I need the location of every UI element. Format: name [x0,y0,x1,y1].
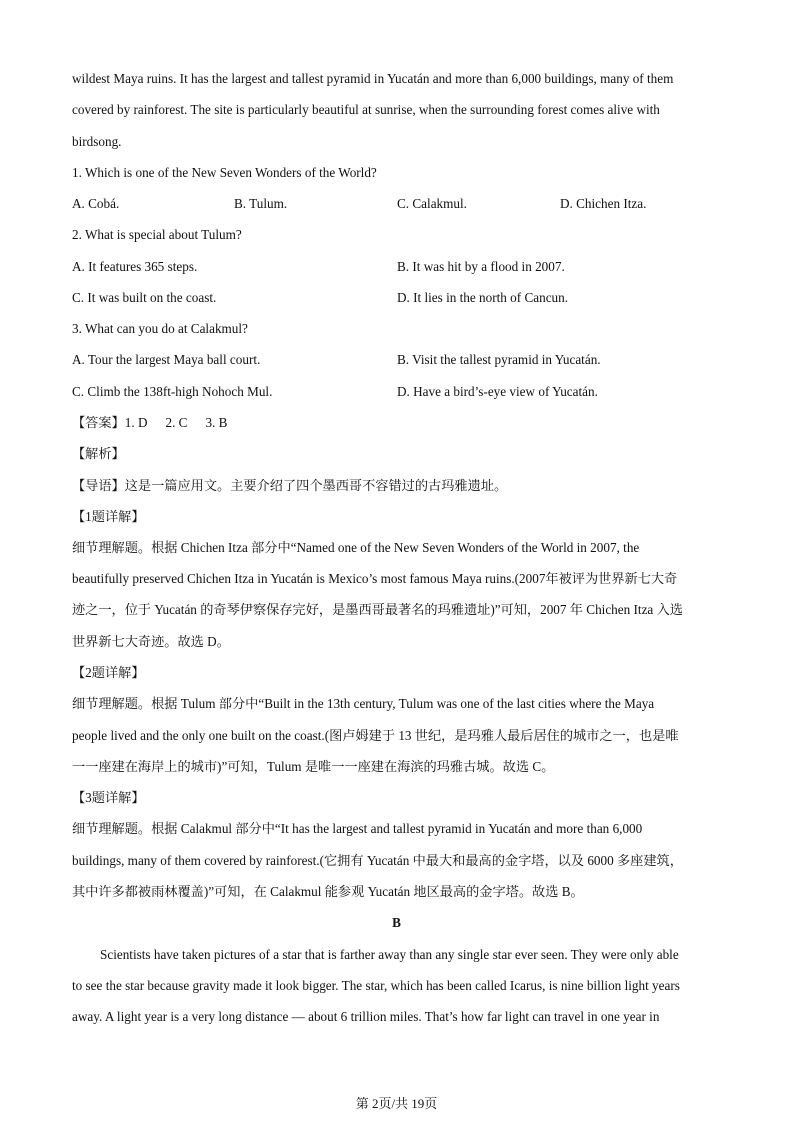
detail-line: beautifully preserved Chichen Itza in Yucatán is Mexico’s most famous Maya ruins.(2007年被评为世界新七大奇 [72,571,678,586]
detail-line: 细节理解题。根据 Calakmul 部分中“It has the largest and tallest pyramid in Yucatán and more than 6,000 [72,821,643,836]
passage-line: covered by rainforest. The site is particularly beautiful at sunrise, when the surrounding forest comes alive with [72,102,660,117]
detail-line: 一一座建在海岸上的城市)”可知，Tulum 是唯一一座建在海滨的玛雅古城。故选 C。 [72,759,555,774]
option-b: B. It was hit by a flood in 2007. [397,259,565,274]
guide-text: 【导语】这是一篇应用文。主要介绍了四个墨西哥不容错过的古玛雅遗址。 [72,478,508,493]
detail-line: 细节理解题。根据 Tulum 部分中“Built in the 13th century, Tulum was one of the last cities where the Maya [72,696,655,711]
section-heading: B [392,915,401,930]
detail-heading: 【2题详解】 [72,665,145,680]
detail-line: 细节理解题。根据 Chichen Itza 部分中“Named one of the New Seven Wonders of the World in 2007, the [72,540,640,555]
option-d: D. Chichen Itza. [560,196,647,211]
option-d: D. Have a bird’s-eye view of Yucatán. [397,384,598,399]
option-b: B. Visit the tallest pyramid in Yucatán. [397,352,601,367]
passage-line: wildest Maya ruins. It has the largest and tallest pyramid in Yucatán and more than 6,000 buildings, many of them [72,71,674,86]
option-b: B. Tulum. [234,196,288,211]
option-c: C. It was built on the coast. [72,290,217,305]
analysis-label: 【解析】 [72,446,125,461]
option-a: A. It features 365 steps. [72,259,198,274]
option-a: A. Cobá. [72,196,120,211]
passage-line: to see the star because gravity made it look bigger. The star, which has been called Icarus, is nine billion light years [72,978,680,993]
detail-line: 世界新七大奇迹。故选 D。 [72,634,230,649]
option-c: C. Climb the 138ft-high Nohoch Mul. [72,384,273,399]
passage-line: birdsong. [72,134,122,149]
answer-item: 3. B [205,415,228,430]
detail-line: 迹之一，位于 Yucatán 的奇琴伊察保存完好，是墨西哥最著名的玛雅遗址)”可知，2007 年 Chichen Itza 入选 [72,602,683,617]
detail-heading: 【3题详解】 [72,790,145,805]
detail-heading: 【1题详解】 [72,509,145,524]
page-number: 第 2页/共 19页 [355,1096,438,1111]
passage-line: away. A light year is a very long distance — about 6 trillion miles. That’s how far light can travel in one year in [72,1009,660,1024]
detail-line: buildings, many of them covered by rainforest.(它拥有 Yucatán 中最大和最高的金字塔，以及 6000 多座建筑， [72,853,683,868]
question-stem: 3. What can you do at Calakmul? [72,321,248,336]
option-c: C. Calakmul. [397,196,467,211]
answer-item: 1. D [124,415,148,430]
passage-line: Scientists have taken pictures of a star that is farther away than any single star ever seen. They were only able [100,947,679,962]
detail-line: 其中许多都被雨林覆盖)”可知，在 Calakmul 能参观 Yucatán 地区最高的金字塔。故选 B。 [72,884,584,899]
question-stem: 2. What is special about Tulum? [72,227,242,242]
answer-item: 2. C [165,415,188,430]
option-a: A. Tour the largest Maya ball court. [72,352,261,367]
detail-line: people lived and the only one built on the coast.(图卢姆建于 13 世纪，是玛雅人最后居住的城市之一，也是唯 [72,728,679,743]
option-d: D. It lies in the north of Cancun. [397,290,569,305]
answer-label: 【答案】 [72,415,125,430]
question-stem: 1. Which is one of the New Seven Wonders of the World? [72,165,377,180]
answer-row [72,414,245,432]
